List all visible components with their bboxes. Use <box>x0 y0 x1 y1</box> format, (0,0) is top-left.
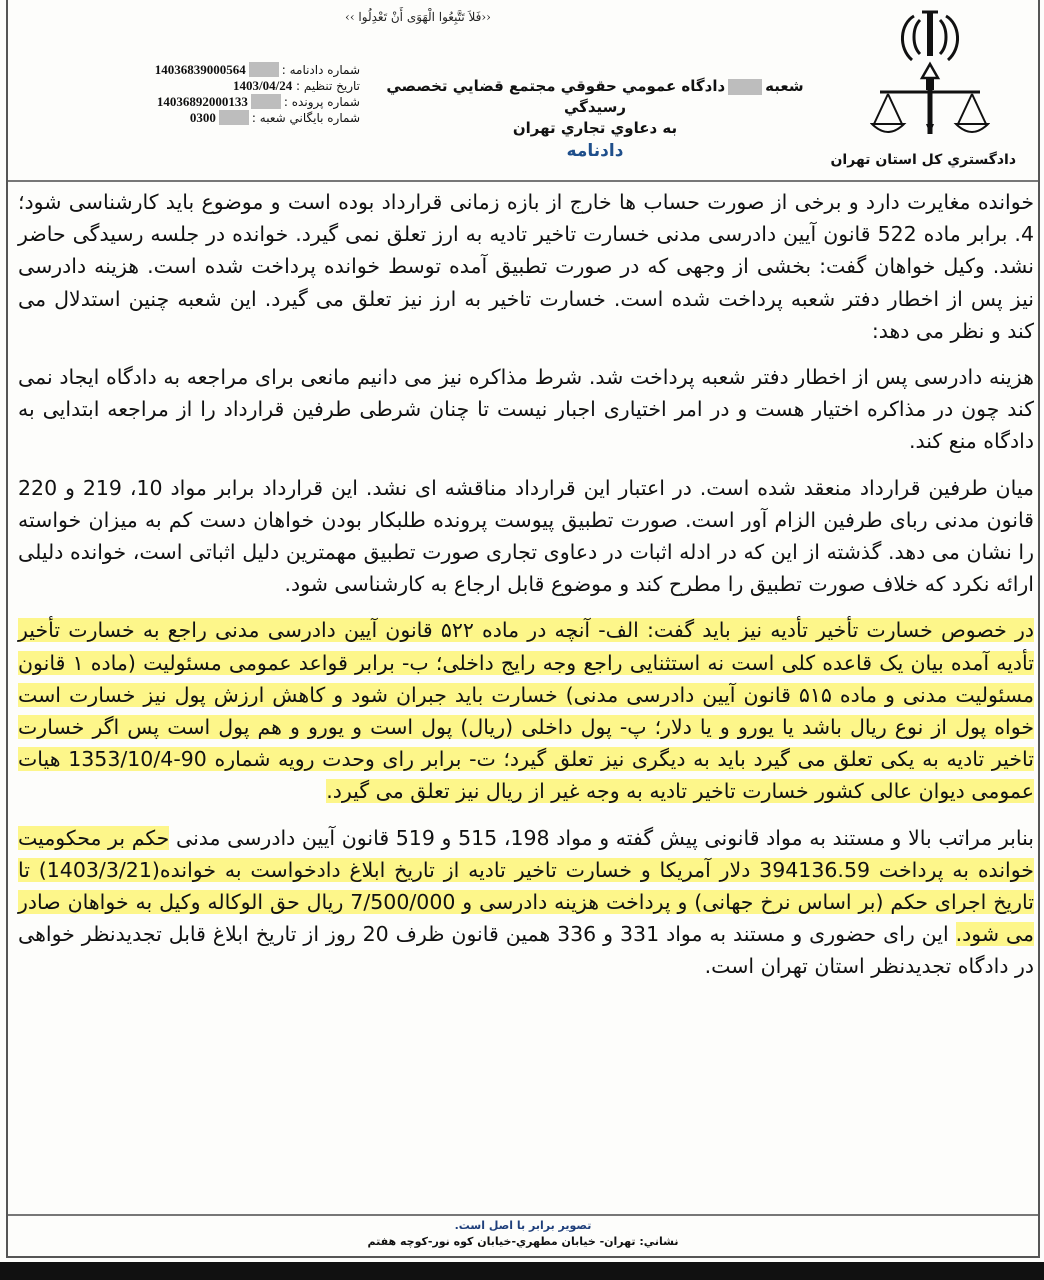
paragraph-defendant-claims: خوانده مغایرت دارد و برخی از صورت حساب ها خارج از بازه زمانی قرارداد بوده است و موضوع باید کارشناسی شود؛ 4. برابر ماده 522 قانون آیین دادرسی مدنی خسارت تاخیر تادیه به ارز تعلق نمی گیرد. خوانده در جلسه رسیدگی حاضر نشد. وکیل خواهان گفت: بخشی از وجهی که در صورت تطبیق آمده توسط خوانده پرداخت شده است. هزینه دادرسی نیز پس از اخطار دفتر شعبه پرداخت شده است. خسارت تاخیر به ارز نیز تعلق می گیرد. این شعبه چنین استدلال می کند و نظر می دهد: <box>18 190 1034 343</box>
highlighted-text: در خصوص خسارت تأخیر تأدیه نیز باید گفت: الف- آنچه در ماده ۵۲۲ قانون آیین دادرسی مدنی راجع به خسارت تأخیر تأدیه آمده بیان یک قاعده کلی است نه استثنایی راجع وجه رایج داخلی؛ ب- برابر قواعد عمومی مسئولیت (ماده ۱ قانون مسئولیت مدنی و ماده ۵۱۵ قانون آیین دادرسی مدنی) خسارت باید جبران شود و کاهش ارزش پول نیز خسارت است خواه پول از نوع ریال باشد یا یورو و یا دلار؛ پ- پول داخلی (ریال) پول است و یورو و هم پول است پس اگر خسارت تاخیر تادیه به یکی تعلق می گیرد باید به دیگری نیز تعلق گیرد؛ ت- برابر رای وحدت رویه شماره 90-1353/10/4 هیات عمومی دیوان عالی کشور خسارت تاخیر تادیه به وجه غیر از ریال نیز تعلق می گیرد. <box>18 618 1034 804</box>
judiciary-emblem-icon <box>870 6 990 146</box>
redacted-field <box>219 110 249 125</box>
verdict-body <box>18 186 1034 997</box>
footer-divider <box>8 1214 1038 1216</box>
motto: ‹‹فَلاَ تَتَّبِعُوا الْهَوَى أَنْ تَعْدِلُوا ›› <box>345 10 491 24</box>
meta-case-number: شماره پرونده : 14036892000133 <box>156 94 360 109</box>
paragraph-delay-damages <box>18 614 1034 807</box>
paragraph-contract-validity: میان طرفین قرارداد منعقد شده است. در اعتبار این قرارداد مناقشه ای نشد. این قرارداد برابر مواد 10، 219 و 220 قانون مدنی ربای طرفین الزام آور است. صورت تطبیق پیوست پرونده طلبکار بودن خواهان دست کم به میزان خواسته را نشان می دهد. گذشته از این که در ادله اثبات در دعاوی تجاری صورت تطبیق مهمترین دلیل اثباتی است، خوانده دلیلی ارائه نکرد که خلاف صورت تطبیق را مطرح کند و موضوع قابل ارجاع به کارشناسی شود. <box>18 475 1034 597</box>
court-name-line1: دادگاه عمومي حقوقي مجتمع قضايي تخصصي رسيدگي <box>386 77 726 116</box>
court-name-line2: به دعاوي تجاري تهران <box>512 119 678 137</box>
document-title: دادنامه <box>566 141 624 161</box>
case-metadata <box>100 62 360 126</box>
meta-archive-number: شماره بايگاني شعبه : 0300 <box>189 110 360 125</box>
redacted-branch-number <box>728 79 762 95</box>
meta-issue-date: تاريخ تنظيم : 1403/04/24 <box>232 78 360 93</box>
meta-verdict-number: شماره دادنامه : 14036839000564 <box>154 62 360 77</box>
court-prefix: شعبه <box>765 77 804 95</box>
redacted-field <box>249 62 279 77</box>
logo-caption: دادگستري كل استان تهران <box>830 152 1016 168</box>
paragraph-court-fee: هزینه دادرسی پس از اخطار دفتر شعبه پرداخت شد. شرط مذاکره نیز می دانیم مانعی برای مراجعه به دادگاه ایجاد نمی کند چون در مذاکره اختیار هست و در امر اختیاری اجبار نیست تا چنان شرطی طرفین قرارداد را از مراجعه ابتدایی به دادگاه منع کند. <box>18 365 1034 454</box>
document-header <box>8 0 1038 182</box>
document-footer <box>8 1218 1038 1250</box>
ruling-appeal-note: این رای حضوری و مستند به مواد 331 و 336 همین قانون ظرف 20 روز از تاریخ ابلاغ قابل تجدیدنظر خواهی در دادگاه تجدیدنظر استان تهران است. <box>18 922 1034 979</box>
screen-bottom-bar <box>0 1262 1044 1280</box>
paragraph-ruling <box>18 822 1034 983</box>
certified-copy-note: تصوير برابر با اصل است. <box>454 1219 592 1232</box>
ruling-highlighted: حکم بر محکومیت خوانده به پرداخت 394136.59 دلار آمریکا و خسارت تاخیر تادیه از تاریخ ابلاغ دادخواست به خوانده(1403/3/21) تا تاریخ اجرای حکم (بر اساس نرخ جهانی) و پرداخت هزینه دادرسی و 7/500/000 ریال حق الوکاله وکیل به خواهان صادر می شود. <box>18 825 1034 947</box>
court-address: نشاني: تهران- خيابان مطهري-خيابان كوه نور-كوچه هفتم <box>367 1235 679 1248</box>
ruling-intro: بنابر مراتب بالا و مستند به مواد قانونی پیش گفته و مواد 198، 515 و 519 قانون آیین دادرسی مدنی <box>175 825 1034 850</box>
redacted-field <box>251 94 281 109</box>
document-frame <box>6 0 1040 1258</box>
court-name-block <box>380 76 810 162</box>
